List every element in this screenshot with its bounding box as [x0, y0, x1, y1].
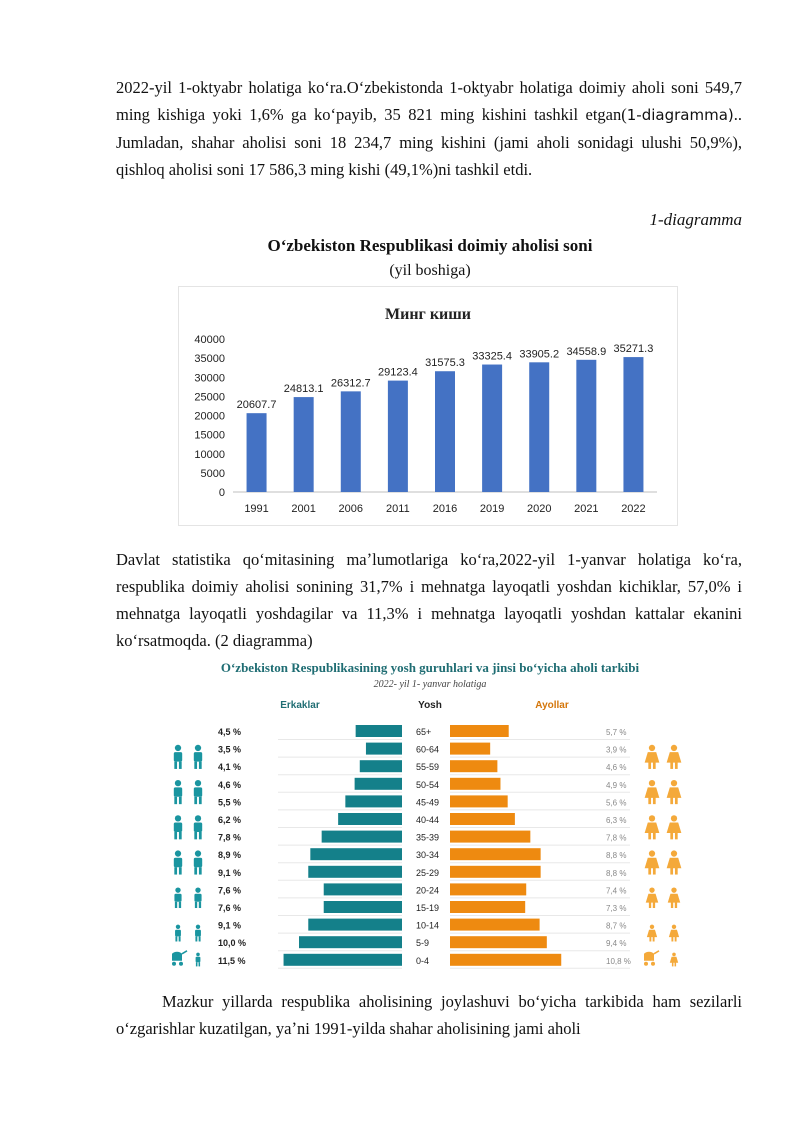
female-percent-label: 4,6 % [606, 763, 627, 773]
male-bar [366, 743, 402, 755]
y-tick-label: 30000 [194, 372, 225, 385]
female-percent-label: 9,4 % [606, 939, 627, 949]
female-percent-label: 5,7 % [606, 728, 627, 737]
male-percent-label: 4,1 % [218, 762, 242, 773]
male-bar [322, 831, 402, 843]
female-bar [450, 919, 540, 931]
x-tick-label: 2021 [574, 503, 599, 515]
male-person-icon [194, 780, 202, 804]
age-group-label: 10-14 [416, 920, 440, 931]
paragraph-text: 2022-yil 1-oktyabr holatiga koʻra.Oʻzbekistonda 1-oktyabr holatiga doimiy aholi soni 549,7 ming kishiga yoki 1,6% ga koʻpayib, 35 821 ming kishini tashkil etgan( [116, 78, 742, 124]
female-bar [450, 831, 530, 843]
male-person-icon [174, 850, 182, 874]
bar-value-label: 34558.9 [566, 345, 607, 358]
y-tick-label: 20000 [194, 410, 225, 423]
population-bar-chart [178, 286, 678, 526]
male-percent-label: 10,0 % [218, 938, 247, 949]
bar [247, 413, 267, 492]
male-bar [356, 725, 402, 737]
male-percent-label: 7,6 % [218, 903, 242, 913]
age-group-label: 60-64 [416, 744, 440, 755]
pyramid-chart-svg [160, 654, 700, 974]
male-person-icon [174, 780, 182, 804]
bar [529, 362, 549, 492]
female-person-icon [647, 925, 657, 942]
bar-value-label: 31575.3 [425, 357, 465, 370]
male-person-icon [194, 887, 201, 908]
male-person-icon [174, 745, 182, 769]
figure-title: Oʻzbekiston Respublikasi doimiy aholisi soni [267, 236, 593, 255]
age-group-label: 0-4 [416, 955, 430, 966]
y-tick-label: 25000 [194, 391, 225, 404]
male-bar [324, 901, 402, 913]
bar-value-label: 33905.2 [519, 348, 560, 361]
bar [341, 391, 361, 492]
male-bar [310, 848, 402, 860]
female-person-icon [645, 815, 660, 839]
y-tick-label: 5000 [200, 467, 225, 480]
male-bar [284, 954, 402, 966]
male-percent-label: 7,8 % [218, 832, 242, 843]
female-person-icon [670, 953, 678, 967]
female-percent-label: 7,3 % [606, 904, 627, 913]
age-group-label: 65+ [416, 727, 432, 737]
age-group-label: 45-49 [416, 797, 440, 808]
female-bar [450, 883, 526, 895]
female-person-icon [645, 780, 660, 804]
paragraph-text: .. Jumladan, shahar aholisi soni 18 234,7 ming kishini (jami aholi sonidagi ulushi 50,9%), qishloq aholisi soni 17 586,3 ming kishi (49,1%)ni tashkil etdi. [116, 105, 742, 179]
male-percent-label: 9,1 % [218, 920, 242, 931]
female-bar [450, 866, 541, 878]
female-person-icon [667, 780, 682, 804]
bar-value-label: 24813.1 [283, 383, 324, 396]
female-person-icon [646, 887, 658, 908]
pyramid-title: Oʻzbekiston Respublikasining yosh guruhlari va jinsi boʻyicha aholi tarkibi [220, 660, 640, 675]
female-bar [450, 954, 561, 966]
y-tick-label: 40000 [194, 334, 225, 346]
male-bar [299, 936, 402, 948]
male-percent-label: 4,5 % [218, 727, 242, 737]
male-percent-label: 3,5 % [218, 744, 242, 755]
bar [388, 381, 408, 492]
male-percent-label: 8,9 % [218, 850, 242, 861]
age-group-label: 40-44 [416, 815, 440, 825]
age-group-label: 15-19 [416, 903, 440, 913]
y-tick-label: 15000 [194, 429, 225, 442]
female-person-icon [667, 850, 682, 874]
female-bar [450, 760, 497, 772]
male-person-icon [194, 850, 202, 874]
females-header: Ayollar [535, 700, 569, 711]
males-header: Erkaklar [280, 700, 320, 711]
figure-subtitle: (yil boshiga) [389, 262, 471, 279]
x-tick-label: 2016 [432, 503, 458, 515]
bar-value-label: 35271.3 [613, 343, 654, 356]
male-percent-label: 6,2 % [218, 815, 242, 825]
age-group-label: 50-54 [416, 779, 440, 790]
y-tick-label: 0 [218, 487, 225, 499]
female-person-icon [667, 815, 682, 839]
x-tick-label: 2006 [338, 503, 364, 515]
x-tick-label: 2011 [386, 503, 410, 515]
male-percent-label: 9,1 % [218, 867, 242, 878]
female-bar [450, 901, 525, 913]
female-percent-label: 5,6 % [606, 798, 627, 808]
figure-label: 1-diagramma [649, 210, 742, 229]
female-bar [450, 725, 509, 737]
bar [435, 371, 455, 492]
female-percent-label: 8,8 % [606, 851, 627, 861]
bar-value-label: 29123.4 [378, 366, 418, 379]
paragraph-population-october [116, 74, 742, 183]
x-tick-label: 2020 [526, 503, 552, 515]
female-bar [450, 778, 500, 790]
y-tick-label: 35000 [194, 353, 225, 366]
female-percent-label: 8,7 % [606, 921, 627, 931]
male-percent-label: 11,5 % [218, 955, 246, 966]
paragraph-age-structure: Davlat statistika qoʻmitasining maʼlumotlariga koʻra,2022-yil 1-yanvar holatiga koʻra, respublika doimiy aholisi sonining 31,7% i mehnatga layoqatli yoshdan kichiklar, 57,0% i mehnatga layoqatli yoshdagilar va 11,3% i mehnatga layoqatli yoshdan kattalar ekanini koʻrsatmoqda. (2 diagramma) [116, 550, 742, 650]
y-tick-label: 10000 [194, 448, 225, 461]
male-bar [308, 866, 402, 878]
female-percent-label: 10,8 % [606, 956, 631, 966]
female-person-icon [667, 745, 682, 769]
female-bar [450, 848, 541, 860]
male-bar [345, 795, 402, 807]
bar-value-label: 20607.7 [236, 399, 277, 412]
female-percent-label: 3,9 % [606, 745, 627, 755]
female-percent-label: 6,3 % [606, 816, 627, 825]
age-group-label: 35-39 [416, 832, 440, 843]
x-tick-label: 2001 [291, 503, 316, 515]
male-person-icon [175, 925, 181, 942]
pyramid-subtitle: 2022- yil 1- yanvar holatiga [373, 679, 487, 690]
bar [294, 397, 314, 492]
female-percent-label: 7,4 % [606, 886, 627, 896]
female-percent-label: 7,8 % [606, 833, 627, 843]
paragraph-location-changes: Mazkur yillarda respublika aholisining joylashuvi boʻyicha tarkibida ham sezilarli oʻzgarishlar kuzatilgan, yaʼni 1991-yilda shahar aholisining jami aholi [116, 992, 742, 1038]
female-bar [450, 743, 490, 755]
male-person-icon [174, 815, 182, 839]
female-person-icon [645, 850, 660, 874]
female-percent-label: 4,9 % [606, 780, 627, 790]
bar-value-label: 33325.4 [472, 350, 512, 363]
age-group-label: 55-59 [416, 762, 440, 773]
female-person-icon [669, 925, 679, 942]
female-percent-label: 8,8 % [606, 868, 627, 878]
age-group-label: 30-34 [416, 850, 440, 861]
chart-title: Минг киши [385, 306, 471, 323]
male-person-icon [194, 745, 202, 769]
male-percent-label: 7,6 % [218, 885, 242, 896]
x-tick-label: 2022 [621, 503, 646, 515]
x-tick-label: 2019 [479, 503, 505, 515]
age-group-label: 5-9 [416, 938, 430, 949]
male-bar [338, 813, 402, 825]
male-bar [308, 919, 402, 931]
stroller-icon [172, 951, 187, 966]
female-bar [450, 813, 515, 825]
bar [576, 360, 596, 492]
female-bar [450, 795, 508, 807]
stroller-icon [644, 951, 659, 966]
age-group-label: 20-24 [416, 885, 440, 896]
age-header: Yosh [418, 700, 442, 711]
male-bar [360, 760, 402, 772]
bar-chart-svg [179, 287, 677, 525]
bar [623, 357, 643, 492]
female-person-icon [668, 887, 680, 908]
male-bar [324, 883, 402, 895]
female-bar [450, 936, 547, 948]
male-percent-label: 4,6 % [218, 779, 242, 790]
x-tick-label: 1991 [244, 503, 269, 515]
male-person-icon [194, 815, 202, 839]
diagram-reference: 1-diagramma) [626, 106, 734, 124]
male-percent-label: 5,5 % [218, 797, 242, 808]
population-pyramid-chart [160, 654, 700, 974]
male-person-icon [196, 953, 201, 967]
bar-value-label: 26312.7 [330, 377, 371, 390]
female-person-icon [645, 745, 660, 769]
bar [482, 365, 502, 492]
male-person-icon [174, 887, 181, 908]
male-bar [355, 778, 402, 790]
male-person-icon [195, 925, 201, 942]
age-group-label: 25-29 [416, 867, 440, 878]
